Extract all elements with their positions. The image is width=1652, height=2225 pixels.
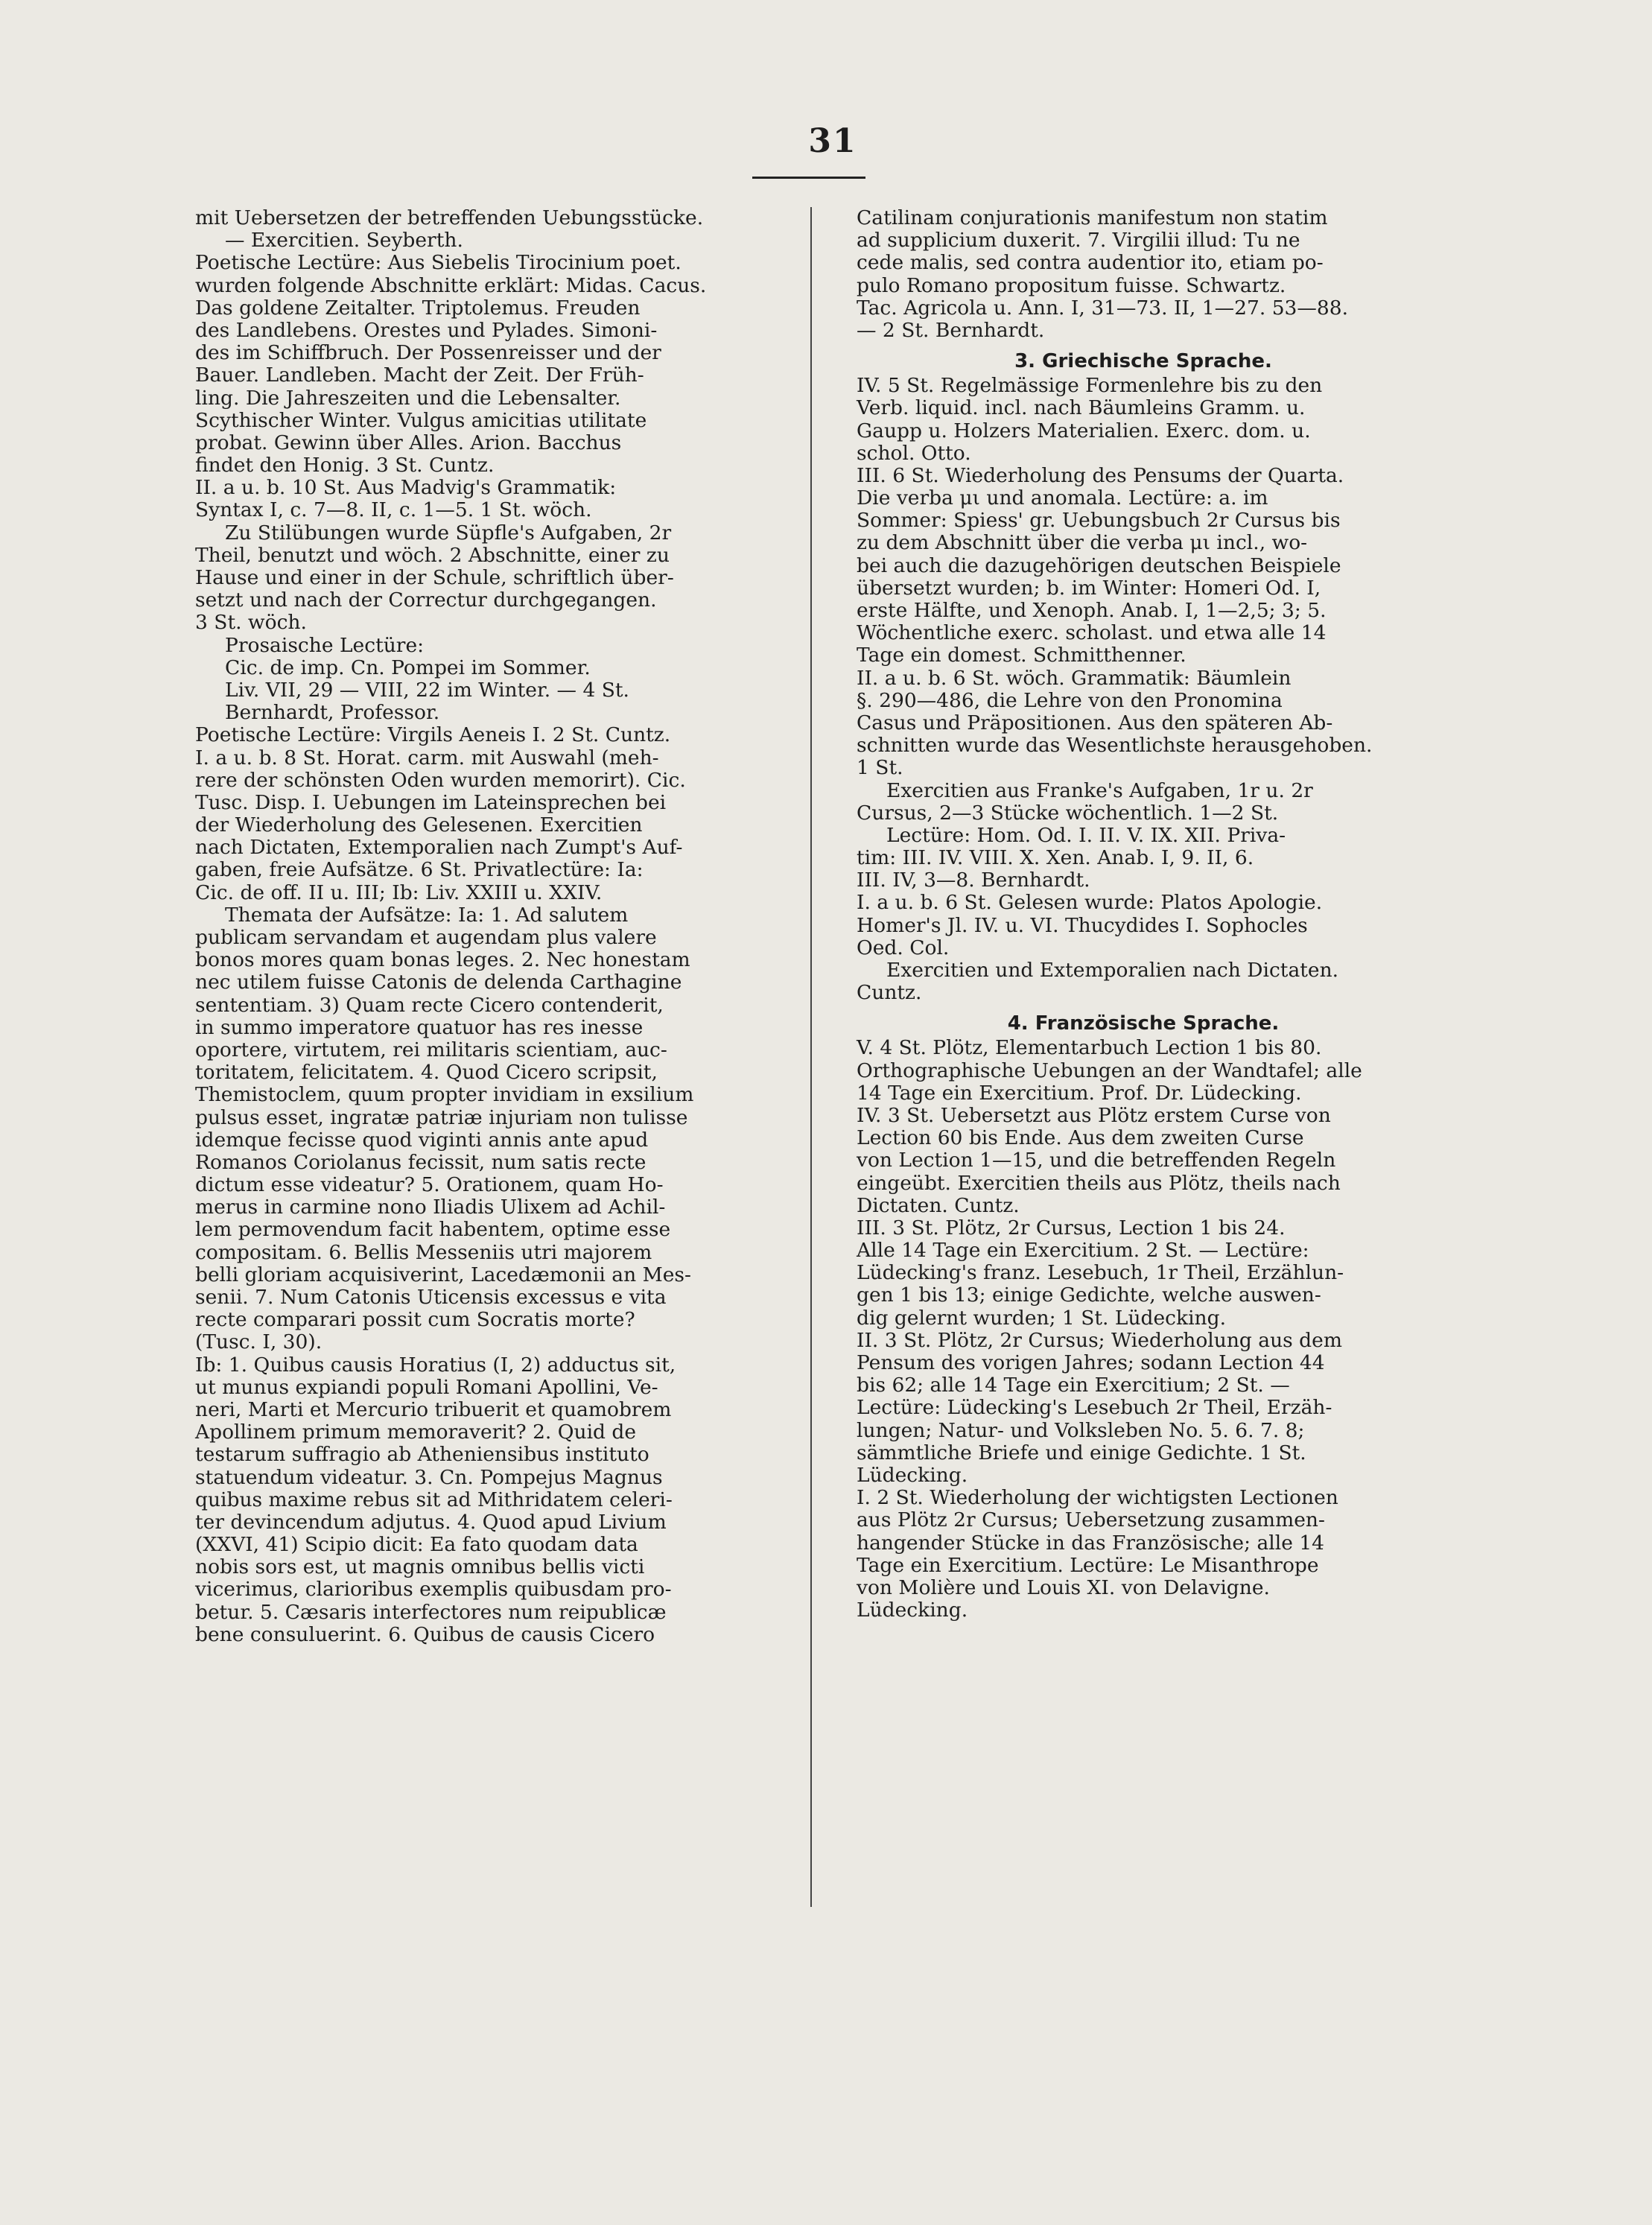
text-line: Lüdecking. [857, 1599, 968, 1622]
text-line: Bauer. Landleben. Macht der Zeit. Der Früh- [195, 364, 644, 387]
text-line: schnitten wurde das Wesentlichste herausgehoben. [857, 734, 1373, 758]
text-line: I. 2 St. Wiederholung der wichtigsten Lectionen [857, 1486, 1338, 1510]
text-line: II. 3 St. Plötz, 2r Cursus; Wiederholung aus dem [857, 1328, 1342, 1352]
text-line: Lectüre: Lüdecking's Lesebuch 2r Theil, Erzäh- [857, 1396, 1332, 1420]
text-line: Wöchentliche exerc. scholast. und etwa alle 14 [857, 621, 1327, 645]
text-line: gaben, freie Aufsätze. 6 St. Privatlectüre: Ia: [195, 858, 644, 882]
left-column [195, 207, 806, 1646]
text-line: erste Hälfte, und Xenoph. Anab. I, 1—2,5; 3; 5. [857, 599, 1327, 622]
text-line: testarum suffragio ab Atheniensibus instituto [195, 1443, 649, 1467]
text-line: V. 4 St. Plötz, Elementarbuch Lection 1 bis 80. [857, 1036, 1322, 1060]
text-line: Tage ein domest. Schmitthenner. [857, 644, 1186, 667]
text-line: von Molière und Louis XI. von Delavigne. [857, 1575, 1270, 1599]
text-line: oportere, virtutem, rei militaris scientiam, auc- [195, 1038, 667, 1061]
text-line: Tage ein Exercitium. Lectüre: Le Misanthrope [857, 1553, 1319, 1577]
text-line: findet den Honig. 3 St. Cuntz. [195, 454, 495, 477]
text-line: von Lection 1—15, und die betreffenden Regeln [857, 1149, 1336, 1172]
text-line: bonos mores quam bonas leges. 2. Nec honestam [195, 948, 690, 972]
text-line: IV. 3 St. Uebersetzt aus Plötz erstem Curse von [857, 1103, 1331, 1127]
text-line: Zu Stilübungen wurde Süpfle's Aufgaben, 2r [225, 521, 672, 545]
text-line: I. a u. b. 6 St. Gelesen wurde: Platos Apologie. [857, 891, 1323, 915]
text-line: vicerimus, clarioribus exemplis quibusdam pro- [195, 1578, 672, 1602]
text-line: IV. 5 St. Regelmässige Formenlehre bis zu den [857, 374, 1323, 398]
text-line: ling. Die Jahreszeiten und die Lebensalter. [195, 386, 621, 410]
text-line: lem permovendum facit habentem, optime esse [195, 1218, 671, 1242]
text-line: merus in carmine nono Iliadis Ulixem ad Achil- [195, 1196, 666, 1219]
text-line: des Landlebens. Orestes und Pylades. Simoni- [195, 318, 658, 342]
text-line: Themata der Aufsätze: Ia: 1. Ad salutem [225, 903, 629, 927]
text-line: Oed. Col. [857, 936, 950, 959]
text-line: Scythischer Winter. Vulgus amicitias utilitate [195, 408, 647, 432]
text-line: Hause und einer in der Schule, schriftlich über- [195, 566, 674, 589]
text-line: II. a u. b. 6 St. wöch. Grammatik: Bäumlein [857, 666, 1292, 690]
text-line: Catilinam conjurationis manifestum non statim [857, 206, 1328, 229]
text-line: Dictaten. Cuntz. [857, 1193, 1020, 1217]
text-line: Cursus, 2—3 Stücke wöchentlich. 1—2 St. [857, 801, 1279, 825]
text-line: — 2 St. Bernhardt. [857, 318, 1045, 342]
text-line: publicam servandam et augendam plus valere [195, 926, 657, 949]
text-line: zu dem Abschnitt über die verba μι incl., wo- [857, 531, 1308, 555]
text-line: des im Schiffbruch. Der Possenreisser und der [195, 341, 661, 365]
text-line: Pensum des vorigen Jahres; sodann Lection 44 [857, 1351, 1325, 1374]
text-line: II. a u. b. 10 St. Aus Madvig's Grammatik: [195, 476, 617, 500]
text-line: aus Plötz 2r Cursus; Uebersetzung zusammen- [857, 1508, 1325, 1532]
text-line: nobis sors est, ut magnis omnibus bellis victi [195, 1555, 645, 1579]
text-line: Poetische Lectüre: Virgils Aeneis I. 2 St. Cuntz. [195, 723, 671, 747]
text-line: Gaupp u. Holzers Materialien. Exerc. dom. u. [857, 419, 1311, 442]
text-line: Poetische Lectüre: Aus Siebelis Tirocinium poet. [195, 251, 682, 275]
text-line: sententiam. 3) Quam recte Cicero contenderit, [195, 993, 664, 1017]
text-line: (Tusc. I, 30). [195, 1330, 323, 1354]
text-line: Themistoclem, quum propter invidiam in exsilium [195, 1083, 694, 1107]
text-line: eingeübt. Exercitien theils aus Plötz, theils nach [857, 1171, 1341, 1195]
text-line: Theil, benutzt und wöch. 2 Abschnitte, einer zu [195, 543, 670, 567]
text-line: bis 62; alle 14 Tage ein Exercitium; 2 St. — [857, 1374, 1290, 1397]
text-line: Cuntz. [857, 981, 922, 1005]
text-line: sämmtliche Briefe und einige Gedichte. 1 St. [857, 1441, 1306, 1464]
text-line: Die verba μι und anomala. Lectüre: a. im [857, 486, 1268, 510]
text-line: Exercitien aus Franke's Aufgaben, 1r u. 2r [886, 778, 1313, 802]
text-line: schol. Otto. [857, 441, 971, 465]
right-column [857, 207, 1430, 1622]
text-line: Das goldene Zeitalter. Triptolemus. Freuden [195, 296, 641, 320]
text-line: statuendum videatur. 3. Cn. Pompejus Magnus [195, 1465, 663, 1489]
text-line: Tusc. Disp. I. Uebungen im Lateinsprechen bei [195, 790, 667, 814]
text-line: 1 St. [857, 756, 903, 780]
text-line: Cic. de off. II u. III; Ib: Liv. XXIII u. XXIV. [195, 880, 603, 904]
section-heading: 4. Französische Sprache. [1007, 1012, 1280, 1035]
text-line: ter devincendum adjutus. 4. Quod apud Livium [195, 1510, 667, 1534]
text-line: rere der schönsten Oden wurden memorirt). Cic. [195, 768, 686, 792]
text-line: toritatem, felicitatem. 4. Quod Cicero scripsit, [195, 1061, 658, 1085]
text-line: Verb. liquid. incl. nach Bäumleins Gramm. u. [857, 396, 1306, 420]
text-line: hangender Stücke in das Französische; alle 14 [857, 1531, 1325, 1555]
text-line: Liv. VII, 29 — VIII, 22 im Winter. — 4 St. [225, 678, 629, 702]
text-line: 14 Tage ein Exercitium. Prof. Dr. Lüdecking. [857, 1081, 1302, 1105]
text-line: pulo Romano propositum fuisse. Schwartz. [857, 273, 1286, 297]
text-line: belli gloriam acquisiverint, Lacedæmonii an Mes- [195, 1263, 691, 1286]
text-line: Tac. Agricola u. Ann. I, 31—73. II, 1—27. 53—88. [857, 296, 1349, 320]
text-line: Romanos Coriolanus fecissit, num satis recte [195, 1150, 646, 1174]
text-line: lungen; Natur- und Volksleben No. 5. 6. 7. 8; [857, 1418, 1305, 1442]
text-line: III. 3 St. Plötz, 2r Cursus, Lection 1 bis 24. [857, 1216, 1286, 1240]
text-line: compositam. 6. Bellis Messeniis utri majorem [195, 1240, 652, 1264]
text-line: in summo imperatore quatuor has res inesse [195, 1015, 644, 1039]
text-line: III. 6 St. Wiederholung des Pensums der Quarta. [857, 463, 1344, 487]
text-line: gen 1 bis 13; einige Gedichte, welche auswen- [857, 1283, 1321, 1307]
column-divider [810, 207, 812, 1907]
text-line: bei auch die dazugehörigen deutschen Beispiele [857, 553, 1341, 577]
text-line: mit Uebersetzen der betreffenden Uebungsstücke. [195, 206, 704, 229]
text-line: Alle 14 Tage ein Exercitium. 2 St. — Lectüre: [857, 1239, 1309, 1263]
text-line: nach Dictaten, Extemporalien nach Zumpt's Auf- [195, 836, 683, 860]
text-line: tim: III. IV. VIII. X. Xen. Anab. I, 9. II, 6. [857, 846, 1254, 870]
text-line: ut munus expiandi populi Romani Apollini, Ve- [195, 1375, 658, 1399]
text-line: übersetzt wurden; b. im Winter: Homeri Od. I, [857, 576, 1321, 600]
text-line: dig gelernt wurden; 1 St. Lüdecking. [857, 1306, 1226, 1330]
text-line: I. a u. b. 8 St. Horat. carm. mit Auswahl (meh- [195, 746, 659, 769]
text-line: neri, Marti et Mercurio tribuerit et quamobrem [195, 1397, 672, 1421]
text-line: III. IV, 3—8. Bernhardt. [857, 869, 1090, 892]
text-line: der Wiederholung des Gelesenen. Exercitien [195, 813, 643, 837]
text-line: Sommer: Spiess' gr. Uebungsbuch 2r Cursus bis [857, 509, 1341, 533]
text-line: betur. 5. Cæsaris interfectores num reipublicæ [195, 1600, 667, 1624]
text-line: recte comparari possit cum Socratis morte? [195, 1308, 635, 1332]
text-line: cede malis, sed contra audentior ito, etiam po- [857, 251, 1324, 275]
page-number-rule [752, 177, 865, 179]
text-line: Exercitien und Extemporalien nach Dictaten. [886, 959, 1339, 982]
page-number: 31 [808, 122, 857, 160]
text-line: (XXVI, 41) Scipio dicit: Ea fato quodam data [195, 1533, 638, 1557]
text-line: Homer's Jl. IV. u. VI. Thucydides I. Sophocles [857, 913, 1308, 937]
text-line: idemque fecisse quod viginti annis ante apud [195, 1128, 649, 1152]
text-line: Cic. de imp. Cn. Pompei im Sommer. [225, 656, 591, 679]
text-line: dictum esse videatur? 5. Orationem, quam Ho- [195, 1173, 664, 1197]
text-line: Lection 60 bis Ende. Aus dem zweiten Curse [857, 1126, 1304, 1150]
text-line: — Exercitien. Seyberth. [225, 229, 463, 253]
text-line: bene consuluerint. 6. Quibus de causis Cicero [195, 1622, 655, 1646]
text-line: setzt und nach der Correctur durchgegangen. [195, 588, 657, 612]
text-line: Syntax I, c. 7—8. II, c. 1—5. 1 St. wöch. [195, 498, 592, 522]
text-line: Lüdecking. [857, 1463, 968, 1487]
text-line: Orthographische Uebungen an der Wandtafel; alle [857, 1058, 1362, 1082]
text-line: senii. 7. Num Catonis Uticensis excessus e vita [195, 1286, 667, 1309]
text-line: Ib: 1. Quibus causis Horatius (I, 2) adductus sit, [195, 1353, 676, 1377]
text-line: pulsus esset, ingratæ patriæ injuriam non tulisse [195, 1105, 688, 1129]
text-line: nec utilem fuisse Catonis de delenda Carthagine [195, 971, 682, 994]
text-line: wurden folgende Abschnitte erklärt: Midas. Cacus. [195, 273, 707, 297]
text-line: Lectüre: Hom. Od. I. II. V. IX. XII. Priva- [886, 823, 1286, 847]
text-line: Prosaische Lectüre: [225, 633, 425, 657]
text-line: 3 St. wöch. [195, 611, 307, 635]
text-line: probat. Gewinn über Alles. Arion. Bacchus [195, 431, 622, 454]
text-line: Bernhardt, Professor. [225, 701, 440, 725]
text-line: §. 290—486, die Lehre von den Pronomina [857, 688, 1283, 712]
text-line: Lüdecking's franz. Lesebuch, 1r Theil, Erzählun- [857, 1261, 1344, 1285]
text-line: Apollinem primum memoraverit? 2. Quid de [195, 1421, 637, 1444]
text-line: quibus maxime rebus sit ad Mithridatem celeri- [195, 1488, 673, 1511]
text-line: ad supplicium duxerit. 7. Virgilii illud: Tu ne [857, 229, 1300, 253]
text-line: Casus und Präpositionen. Aus den späteren Ab- [857, 711, 1333, 734]
section-heading: 3. Griechische Sprache. [1014, 350, 1272, 373]
